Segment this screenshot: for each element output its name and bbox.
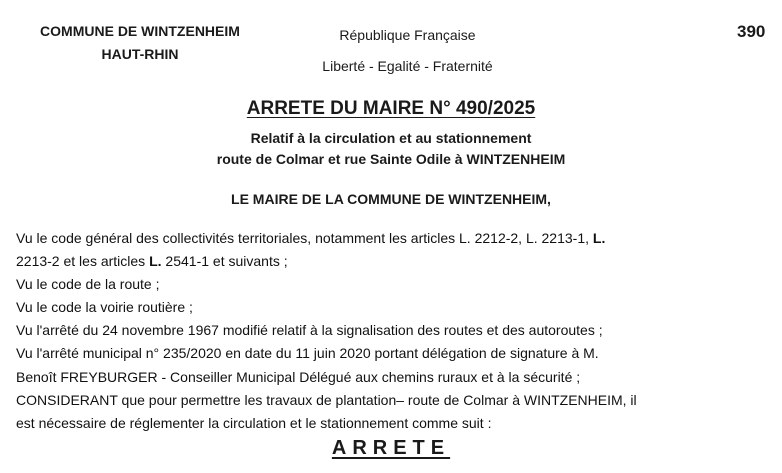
body-line-9: est nécessaire de réglementer la circulation et le stationnement comme suit : [16, 414, 492, 431]
body-line-2-bold: L. [149, 253, 162, 270]
page-title: ARRETE DU MAIRE N° 490/2025 [246, 98, 536, 119]
body-line-4: Vu le code la voirie routière ; [16, 299, 193, 316]
subtitle-line-1: Relatif à la circulation et au stationnement [250, 130, 532, 146]
body-line-6: Vu l'arrêté municipal n° 235/2020 en date du 11 juin 2020 portant délégation de signature à M. [16, 345, 599, 362]
commune-name: COMMUNE DE WINTZENHEIM [40, 23, 240, 39]
body-line-8: CONSIDERANT que pour permettre les travaux de plantation– route de Colmar à WINTZENHEIM, il [16, 391, 637, 408]
commune-header [22, 20, 258, 66]
republic-header [290, 20, 525, 82]
mayor-heading: LE MAIRE DE LA COMMUNE DE WINTZENHEIM, [231, 191, 551, 207]
decree-body [16, 227, 637, 435]
body-line-2-text-b: 2541-1 et suivants ; [165, 253, 288, 270]
body-line-1-text: Vu le code général des collectivités territoriales, notamment les articles L. 2212-2, L. 2213-1, [16, 230, 590, 246]
body-line-7: Benoît FREYBURGER - Conseiller Municipal Délégué aux chemins ruraux et à la sécurité ; [16, 368, 581, 385]
republic-name: République Française [339, 27, 476, 43]
body-line-2-text-a: 2213-2 et les articles [16, 253, 146, 270]
republic-motto: Liberté - Egalité - Fraternité [322, 58, 493, 74]
arrete-heading: ARRETE [331, 437, 451, 459]
page-number: 390 [737, 22, 766, 41]
department-name: HAUT-RHIN [101, 46, 179, 62]
subtitle-line-2: route de Colmar et rue Sainte Odile à WINTZENHEIM [216, 151, 566, 167]
body-line-1-bold: L. [592, 230, 606, 246]
body-line-1 [16, 227, 637, 250]
decree-subject [0, 128, 782, 170]
body-line-3: Vu le code de la route ; [16, 276, 160, 293]
body-line-5: Vu l'arrêté du 24 novembre 1967 modifié relatif à la signalisation des routes et des autoroutes ; [16, 322, 603, 339]
body-line-2 [16, 250, 637, 273]
